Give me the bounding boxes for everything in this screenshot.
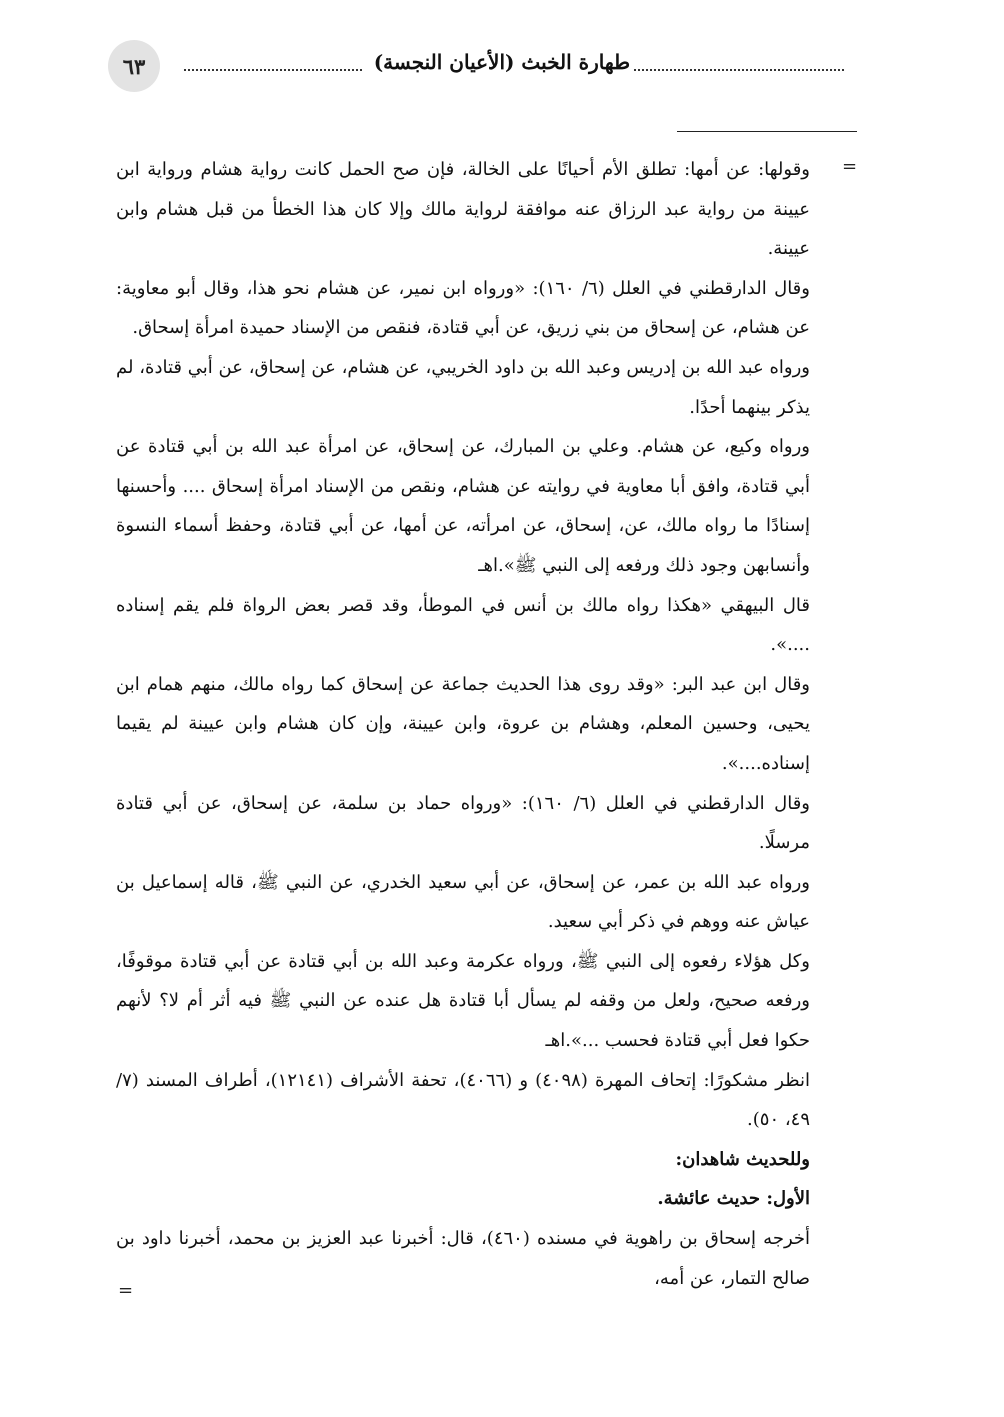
continuation-mark-top: = <box>842 156 858 177</box>
paragraph: وقال الدارقطني في العلل (٦/ ١٦٠): «ورواه ابن نمير، عن هشام نحو هذا، وقال أبو معاوية: عن هشام، عن إسحاق من بني زريق، عن أبي قتادة، فنقص من الإسناد حميدة امرأة إسحاق. <box>116 277 810 339</box>
paragraph: وقولها: عن أمها: تطلق الأم أحيانًا على الخالة، فإن صح الحمل كانت رواية هشام ورواية ابن عيينة من رواية عبد الرزاق عنه موافقة لرواية مالك وإلا كان هذا الخطأ من قبل هشام وابن عيينة. <box>116 159 810 260</box>
footnote-body <box>116 150 810 1298</box>
header-dotted-leader-right <box>634 69 844 71</box>
page-header <box>108 36 844 96</box>
paragraph: ورواه وكيع، عن هشام. وعلي بن المبارك، عن إسحاق، عن امرأة عبد الله بن أبي قتادة عن أبي قتادة، وافق أبا معاوية في روايته عن هشام، ونقص من الإسناد امرأة إسحاق .... وأحسنها إسنادًا ما رواه مالك، عن، إسحاق، عن امرأته، عن أمها، عن أبي قتادة، وحفظ أسماء النسوة وأنسابهن وجود ذلك ورفعه إلى النبي ﷺ».اهـ <box>116 436 810 576</box>
continuation-mark-bottom: = <box>118 1280 134 1301</box>
subsection-heading: الأول: حديث عائشة. <box>657 1188 810 1210</box>
paragraph: انظر مشكورًا: إتحاف المهرة (٤٠٩٨) و (٤٠٦٦)، تحفة الأشراف (١٢١٤١)، أطراف المسند (٧/ ٤٩، ٥٠). <box>116 1069 810 1131</box>
section-heading: وللحديث شاهدان: <box>675 1148 810 1170</box>
paragraph: ورواه عبد الله بن عمر، عن إسحاق، عن أبي سعيد الخدري، عن النبي ﷺ، قاله إسماعيل بن عياش عنه ووهم في ذكر أبي سعيد. <box>116 871 810 933</box>
paragraph: قال البيهقي «هكذا رواه مالك بن أنس في الموطأ، وقد قصر بعض الرواة فلم يقم إسناده ....». <box>116 594 810 656</box>
paragraph: ورواه عبد الله بن إدريس وعبد الله بن داود الخريبي، عن هشام، عن إسحاق، عن أبي قتادة، لم يذكر بينهما أحدًا. <box>116 356 810 418</box>
paragraph: وقال ابن عبد البر: «وقد روى هذا الحديث جماعة عن إسحاق كما رواه مالك، منهم همام ابن يحيى، وحسين المعلم، وهشام بن عروة، وابن عيينة، وإن كان هشام وابن عيينة لم يقيما إسناده....». <box>116 673 810 774</box>
paragraph: أخرجه إسحاق بن راهوية في مسنده (٤٦٠)، قال: أخبرنا عبد العزيز بن محمد، أخبرنا داود بن صالح التمار، عن أمه، <box>116 1228 810 1289</box>
paragraph: وقال الدارقطني في العلل (٦/ ١٦٠): «ورواه حماد بن سلمة، عن إسحاق، عن أبي قتادة مرسلًا. <box>116 792 810 854</box>
paragraph: وكل هؤلاء رفعوه إلى النبي ﷺ، ورواه عكرمة وعبد الله بن أبي قتادة عن أبي قتادة موقوفًا، ورفعه صحيح، ولعل من وقفه لم يسأل أبا قتادة هل عنده عن النبي ﷺ فيه أثر أم لا؟ لأنهم حكوا فعل أبي قتادة فحسب ...».اهـ <box>116 950 810 1052</box>
running-title: طهارة الخبث (الأعيان النجسة) <box>373 50 630 74</box>
footnote-separator-rule <box>677 131 857 132</box>
header-dotted-leader-left <box>184 69 362 71</box>
page-number: ٦٣ <box>108 40 160 92</box>
